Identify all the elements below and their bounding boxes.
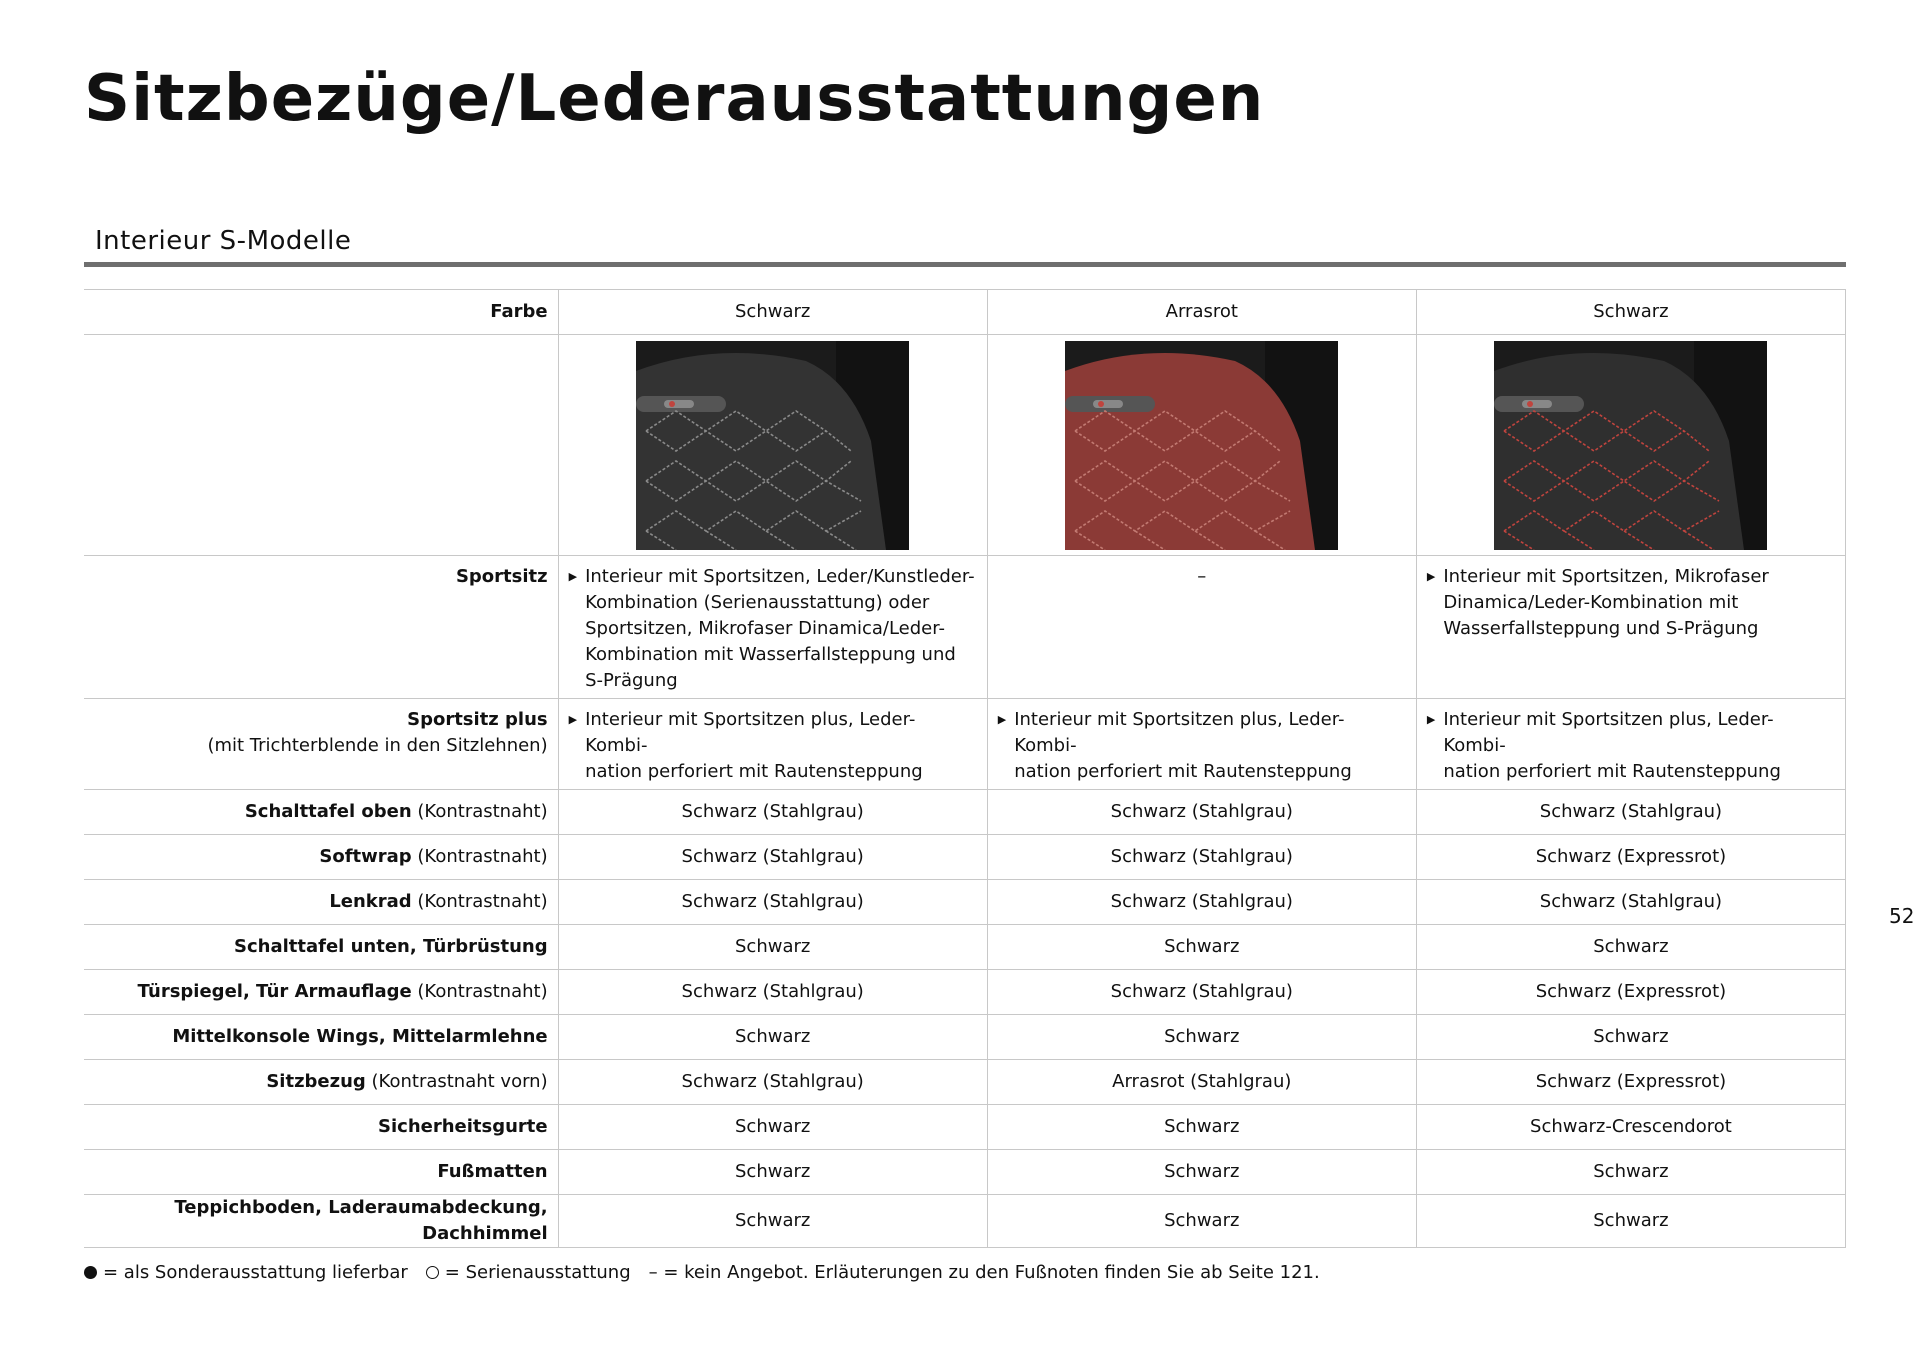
row-label: Softwrap (Kontrastnaht) bbox=[84, 835, 558, 880]
cell-value: Schwarz bbox=[558, 925, 987, 970]
row-label: Lenkrad (Kontrastnaht) bbox=[84, 880, 558, 925]
cell-value: Schwarz (Stahlgrau) bbox=[987, 880, 1416, 925]
table-row bbox=[84, 925, 1846, 970]
cell-value: Schwarz (Stahlgrau) bbox=[1416, 880, 1845, 925]
table-row bbox=[84, 1195, 1846, 1248]
cell-value: Schwarz bbox=[987, 1015, 1416, 1060]
cell-value: ▶ Interieur mit Sportsitzen, Leder/Kunstleder- Kombination (Serienausstattung) oder Sportsitzen, Mikrofaser Dinamica/Leder- Kombination mit Wasserfallsteppung und S-Prägung bbox=[558, 556, 987, 699]
cell-value: Schwarz bbox=[987, 1150, 1416, 1195]
spec-table bbox=[84, 289, 1846, 1248]
cell-value: Schwarz-Crescendorot bbox=[1416, 1105, 1845, 1150]
row-label: Fußmatten bbox=[84, 1150, 558, 1195]
row-label: Sportsitz bbox=[84, 556, 558, 699]
cell-value: Schwarz bbox=[1416, 925, 1845, 970]
table-row bbox=[84, 1060, 1846, 1105]
cell-value: Schwarz (Stahlgrau) bbox=[558, 835, 987, 880]
table-row bbox=[84, 1150, 1846, 1195]
cell-value: Schwarz bbox=[987, 1195, 1416, 1248]
cell-value: Schwarz bbox=[987, 925, 1416, 970]
cell-value: Arrasrot (Stahlgrau) bbox=[987, 1060, 1416, 1105]
seat-image-arrasrot bbox=[1065, 341, 1338, 550]
image-cell bbox=[987, 335, 1416, 556]
cell-value: Schwarz (Stahlgrau) bbox=[558, 790, 987, 835]
cell-value: Schwarz bbox=[558, 1105, 987, 1150]
empty-circle-icon bbox=[426, 1266, 439, 1279]
cell-value: Schwarz (Stahlgrau) bbox=[558, 1060, 987, 1105]
cell-value: Schwarz bbox=[987, 1105, 1416, 1150]
cell-value: ▶ Interieur mit Sportsitzen plus, Leder-Kombi- nation perforiert mit Rautensteppung bbox=[1416, 699, 1845, 790]
row-label: Türspiegel, Tür Armauflage (Kontrastnaht) bbox=[84, 970, 558, 1015]
legend-footer bbox=[84, 1262, 1320, 1283]
row-label: Sportsitz plus (mit Trichterblende in den Sitzlehnen) bbox=[84, 699, 558, 790]
cell-value: Schwarz (Stahlgrau) bbox=[987, 970, 1416, 1015]
table-row bbox=[84, 790, 1846, 835]
cell-value: Schwarz bbox=[558, 1150, 987, 1195]
image-cell bbox=[558, 335, 987, 556]
cell-value: ▶ Interieur mit Sportsitzen plus, Leder-Kombi- nation perforiert mit Rautensteppung bbox=[987, 699, 1416, 790]
cell-value: Schwarz (Expressrot) bbox=[1416, 835, 1845, 880]
table-row bbox=[84, 880, 1846, 925]
bullet-triangle-icon: ▶ bbox=[1426, 570, 1436, 583]
row-label: Farbe bbox=[84, 290, 558, 335]
image-cell bbox=[1416, 335, 1845, 556]
cell-value: Schwarz (Stahlgrau) bbox=[558, 970, 987, 1015]
cell-value: Schwarz bbox=[558, 290, 987, 335]
legend-none: – = kein Angebot. Erläuterungen zu den Fußnoten finden Sie ab Seite 121. bbox=[648, 1262, 1320, 1283]
cell-value: Schwarz bbox=[1416, 290, 1845, 335]
row-label: Sitzbezug (Kontrastnaht vorn) bbox=[84, 1060, 558, 1105]
section-title: Interieur S-Modelle bbox=[95, 226, 352, 256]
table-row-sportsitz-plus bbox=[84, 699, 1846, 790]
seat-image-black-grey-stitch bbox=[636, 341, 909, 550]
legend-optional: = als Sonderausstattung lieferbar bbox=[103, 1262, 408, 1283]
bullet-triangle-icon: ▶ bbox=[568, 713, 578, 726]
table-row bbox=[84, 835, 1846, 880]
bullet-triangle-icon: ▶ bbox=[997, 713, 1007, 726]
cell-value: Schwarz (Stahlgrau) bbox=[1416, 790, 1845, 835]
page-number: 52 bbox=[1889, 904, 1915, 928]
cell-value: ▶ Interieur mit Sportsitzen, Mikrofaser Dinamica/Leder-Kombination mit Wasserfallsteppung und S-Prägung bbox=[1416, 556, 1845, 699]
row-label-empty bbox=[84, 335, 558, 556]
row-label: Sicherheitsgurte bbox=[84, 1105, 558, 1150]
cell-value: Schwarz bbox=[1416, 1015, 1845, 1060]
cell-value: Schwarz (Expressrot) bbox=[1416, 970, 1845, 1015]
cell-value: Schwarz (Expressrot) bbox=[1416, 1060, 1845, 1105]
cell-value: Schwarz (Stahlgrau) bbox=[558, 880, 987, 925]
cell-value: Arrasrot bbox=[987, 290, 1416, 335]
cell-value: Schwarz (Stahlgrau) bbox=[987, 835, 1416, 880]
seat-image-black-red-stitch bbox=[1494, 341, 1767, 550]
table-row bbox=[84, 1105, 1846, 1150]
cell-value: – bbox=[987, 556, 1416, 699]
table-row-farbe bbox=[84, 290, 1846, 335]
cell-value: ▶ Interieur mit Sportsitzen plus, Leder-Kombi- nation perforiert mit Rautensteppung bbox=[558, 699, 987, 790]
section-divider bbox=[84, 262, 1846, 267]
row-label: Schalttafel oben (Kontrastnaht) bbox=[84, 790, 558, 835]
filled-circle-icon bbox=[84, 1266, 97, 1279]
bullet-triangle-icon: ▶ bbox=[1426, 713, 1436, 726]
cell-value: Schwarz (Stahlgrau) bbox=[987, 790, 1416, 835]
table-row bbox=[84, 1015, 1846, 1060]
table-row bbox=[84, 970, 1846, 1015]
cell-value: Schwarz bbox=[558, 1195, 987, 1248]
table-row-images bbox=[84, 335, 1846, 556]
row-label: Teppichboden, Laderaumabdeckung, Dachhimmel bbox=[84, 1195, 558, 1248]
cell-value: Schwarz bbox=[1416, 1195, 1845, 1248]
bullet-triangle-icon: ▶ bbox=[568, 570, 578, 583]
cell-value: Schwarz bbox=[558, 1015, 987, 1060]
row-label: Schalttafel unten, Türbrüstung bbox=[84, 925, 558, 970]
cell-value: Schwarz bbox=[1416, 1150, 1845, 1195]
row-label: Mittelkonsole Wings, Mittelarmlehne bbox=[84, 1015, 558, 1060]
legend-standard: = Serienausstattung bbox=[444, 1262, 631, 1283]
page-title: Sitzbezüge/Lederausstattungen bbox=[84, 62, 1265, 136]
table-row-sportsitz bbox=[84, 556, 1846, 699]
